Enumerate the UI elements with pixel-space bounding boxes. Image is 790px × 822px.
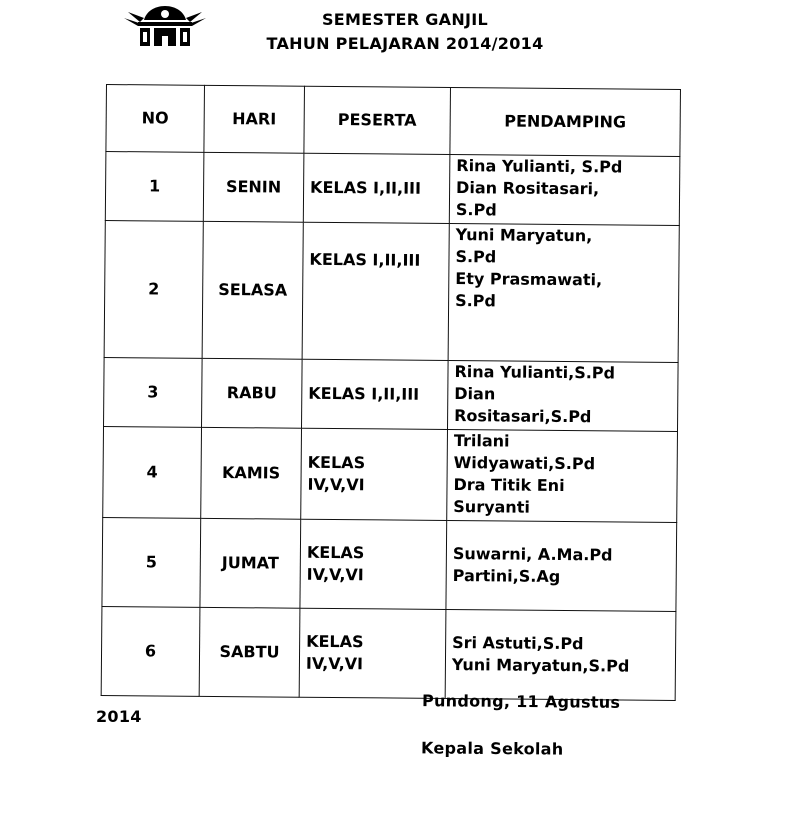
document-subtitle: TAHUN PELAJARAN 2014/2014 xyxy=(266,34,544,53)
cell-pendamping xyxy=(447,360,678,431)
peserta-line: KELAS I,II,III xyxy=(310,177,422,198)
schedule-table xyxy=(101,84,681,701)
pendamping-line: Yuni Maryatun,S.Pd xyxy=(451,655,630,676)
table-row xyxy=(104,357,679,431)
pendamping-line: Partini,S.Ag xyxy=(452,566,561,586)
cell-peserta xyxy=(303,153,450,223)
pendamping-line: Suryanti xyxy=(453,497,530,517)
cell-no: 4 xyxy=(103,426,202,518)
pendamping-line: S.Pd xyxy=(455,200,497,220)
cell-peserta xyxy=(301,428,448,520)
peserta-line: KELAS xyxy=(307,452,366,473)
pendamping-line: Rina Yulianti, S.Pd xyxy=(456,156,623,177)
date-year: 2014 xyxy=(96,707,142,726)
peserta-line: IV,V,VI xyxy=(306,564,364,585)
peserta-line: IV,V,VI xyxy=(305,653,364,674)
column-header-pendamping: PENDAMPING xyxy=(450,88,681,157)
cell-hari: JUMAT xyxy=(200,518,301,608)
pendamping-line: S.Pd xyxy=(455,247,497,267)
cell-no: 1 xyxy=(105,152,204,222)
cell-pendamping xyxy=(446,520,677,611)
cell-no: 2 xyxy=(104,220,203,358)
table-row xyxy=(103,426,678,522)
cell-pendamping xyxy=(449,155,680,226)
table-row xyxy=(105,152,680,226)
pendamping-line: Ety Prasmawati, xyxy=(455,269,603,290)
pendamping-line: Rina Yulianti,S.Pd xyxy=(454,362,616,383)
cell-peserta xyxy=(302,222,449,360)
cell-pendamping xyxy=(447,429,678,522)
cell-no: 6 xyxy=(101,606,200,696)
table-header-row xyxy=(106,85,681,157)
pendamping-line: Trilani xyxy=(453,431,510,451)
cell-hari: SENIN xyxy=(203,152,304,222)
pendamping-line: Rositasari,S.Pd xyxy=(454,406,592,427)
column-header-hari: HARI xyxy=(204,85,305,153)
peserta-line: KELAS xyxy=(306,631,364,652)
column-header-no: NO xyxy=(106,85,205,153)
pendamping-line: S.Pd xyxy=(455,291,496,311)
table-row xyxy=(102,517,677,611)
cell-hari: SABTU xyxy=(199,607,300,697)
table-row xyxy=(101,606,676,700)
cell-no: 3 xyxy=(104,357,203,427)
place-date: Pundong, 11 Agustus xyxy=(421,691,621,712)
document-title: SEMESTER GANJIL xyxy=(321,10,489,29)
cell-peserta xyxy=(302,359,449,429)
cell-peserta xyxy=(300,519,447,609)
cell-hari: KAMIS xyxy=(201,427,302,519)
cell-hari: RABU xyxy=(202,358,303,428)
school-emblem-icon xyxy=(124,4,206,48)
cell-hari: SELASA xyxy=(202,221,303,359)
table-row xyxy=(104,220,679,362)
schedule-table-wrapper xyxy=(101,84,686,701)
cell-pendamping xyxy=(448,224,679,363)
cell-no: 5 xyxy=(102,517,201,607)
peserta-line: KELAS I,II,III xyxy=(308,383,420,404)
peserta-line: IV,V,VI xyxy=(307,474,365,495)
signatory-title: Kepala Sekolah xyxy=(420,738,564,759)
pendamping-line: Yuni Maryatun, xyxy=(455,225,593,246)
column-header-peserta: PESERTA xyxy=(304,86,451,154)
cell-peserta xyxy=(299,608,446,698)
peserta-line: KELAS xyxy=(306,542,365,563)
pendamping-line: Dian xyxy=(454,384,496,404)
pendamping-line: Sri Astuti,S.Pd xyxy=(452,633,584,654)
pendamping-line: Dian Rositasari, xyxy=(456,178,600,199)
peserta-line: KELAS I,II,III xyxy=(309,249,421,270)
pendamping-line: Widyawati,S.Pd xyxy=(453,453,596,474)
pendamping-line: Dra Titik Eni xyxy=(453,475,565,496)
cell-pendamping xyxy=(445,609,676,700)
pendamping-line: Suwarni, A.Ma.Pd xyxy=(452,544,613,565)
